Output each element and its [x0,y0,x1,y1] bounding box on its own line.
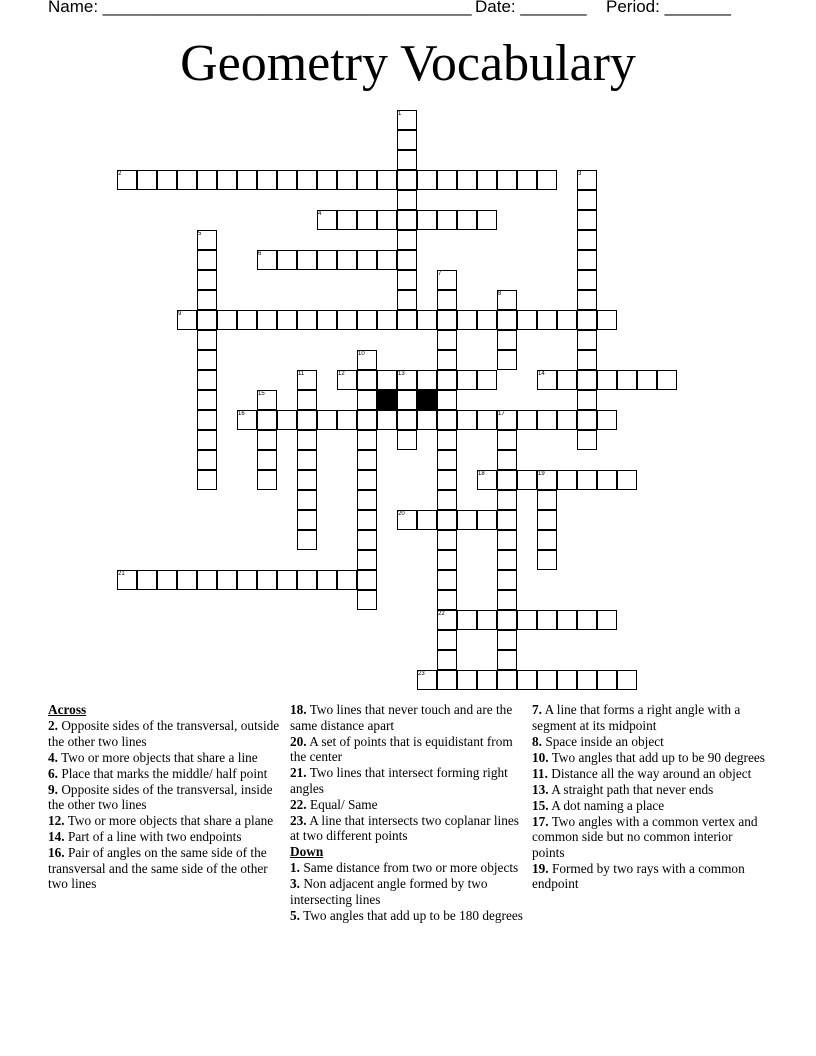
crossword-cell[interactable] [497,630,517,650]
crossword-cell[interactable] [397,190,417,210]
clue-number: 11 [298,371,305,377]
clue-number: 21 [118,571,125,577]
crossword-cell[interactable] [417,410,437,430]
clue-number: 17 [498,411,505,417]
crossword-cell[interactable] [457,670,477,690]
clue-number: 8 [498,291,502,297]
crossword-cell[interactable] [497,650,517,670]
crossword-cell[interactable] [497,570,517,590]
crossword-cell[interactable] [337,170,357,190]
crossword-cell[interactable] [397,170,417,190]
crossword-cell[interactable] [317,410,337,430]
crossword-cell[interactable] [577,190,597,210]
name-field[interactable]: Name: _______________________________________ [48,0,472,16]
clue-across-12: 12. Two or more objects that share a plane [48,813,274,828]
crossword-cell[interactable] [257,470,277,490]
crossword-cell[interactable] [297,250,317,270]
clue-number: 16 [238,411,245,417]
crossword-cell[interactable] [277,570,297,590]
crossword-cell[interactable] [277,170,297,190]
crossword-cell[interactable] [497,450,517,470]
crossword-cell[interactable] [357,370,377,390]
crossword-cell[interactable] [197,470,217,490]
clue-across-18: 18. Two lines that never touch and are the same distance apart [290,702,513,733]
crossword-cell[interactable] [157,570,177,590]
crossword-cell[interactable] [177,170,197,190]
clue-number: 4 [318,211,322,217]
clue-down-1: 1. Same distance from two or more objects [290,860,519,875]
crossword-cell[interactable] [317,310,337,330]
crossword-cell[interactable] [357,210,377,230]
crossword-cell[interactable] [157,170,177,190]
crossword-cell[interactable] [577,250,597,270]
clue-across-23: 23. A line that intersects two coplanar lines at two different points [290,812,519,843]
crossword-cell[interactable] [497,170,517,190]
crossword-cell[interactable] [497,350,517,370]
crossword-cell[interactable] [397,310,417,330]
crossword-cell[interactable] [277,250,297,270]
crossword-cell[interactable] [377,170,397,190]
crossword-cell[interactable] [417,170,437,190]
clue-down-5: 5. Two angles that add up to be 180 degrees [290,907,523,923]
crossword-cell[interactable] [517,470,537,490]
crossword-cell[interactable] [357,390,377,410]
crossword-cell[interactable] [497,590,517,610]
clue-number: 9 [178,311,182,317]
crossword-cell[interactable] [477,510,497,530]
crossword-cell[interactable] [337,570,357,590]
crossword-cell[interactable] [397,210,417,230]
crossword-cell[interactable] [437,290,457,310]
clue-number: 5 [198,231,202,237]
crossword-cell[interactable] [397,430,417,450]
crossword-cell[interactable] [437,510,457,530]
crossword-cell[interactable] [337,250,357,270]
crossword-cell[interactable] [497,530,517,550]
clue-number: 7 [438,271,442,277]
crossword-cell[interactable] [437,410,457,430]
crossword-cell[interactable] [297,530,317,550]
crossword-cell[interactable] [237,570,257,590]
crossword-cell[interactable] [197,330,217,350]
crossword-cell[interactable] [497,670,517,690]
clue-number: 10 [358,351,365,357]
crossword-cell[interactable] [217,310,237,330]
crossword-cell[interactable] [437,630,457,650]
crossword-cell[interactable] [337,310,357,330]
crossword-cell[interactable] [317,250,337,270]
crossword-cell[interactable] [537,490,557,510]
clue-down-17: 17. Two angles with a common vertex and common side but no common interior points [532,813,758,860]
crossword-cell[interactable] [337,210,357,230]
crossword-cell[interactable] [497,550,517,570]
clues-column-2 [290,702,524,924]
clue-number: 15 [258,391,265,397]
crossword-cell[interactable] [477,370,497,390]
clues-column-3 [532,702,766,892]
crossword-cell[interactable] [357,310,377,330]
crossword-cell[interactable] [477,610,497,630]
crossword-cell[interactable] [297,410,317,430]
crossword-cell[interactable] [557,410,577,430]
crossword-cell[interactable] [597,610,617,630]
clue-number: 22 [438,611,445,617]
crossword-cell[interactable] [537,670,557,690]
crossword-cell[interactable] [437,170,457,190]
crossword-cell[interactable] [197,450,217,470]
crossword-cell[interactable] [457,370,477,390]
crossword-cell[interactable] [237,170,257,190]
crossword-cell[interactable] [197,270,217,290]
crossword-cell[interactable] [197,390,217,410]
clue-number: 23 [418,671,425,677]
crossword-cell[interactable] [357,530,377,550]
crossword-cell[interactable] [357,490,377,510]
crossword-cell[interactable] [577,410,597,430]
crossword-cell[interactable] [397,250,417,270]
crossword-cell[interactable] [577,470,597,490]
crossword-cell[interactable] [357,450,377,470]
crossword-cell[interactable] [377,310,397,330]
crossword-cell[interactable] [357,430,377,450]
crossword-cell[interactable] [457,610,477,630]
crossword-cell[interactable] [357,470,377,490]
crossword-cell[interactable] [297,430,317,450]
clue-down-11: 11. Distance all the way around an object [532,765,752,781]
crossword-cell[interactable] [397,270,417,290]
crossword-cell[interactable] [257,170,277,190]
crossword-cell[interactable] [357,570,377,590]
crossword-cell[interactable] [457,170,477,190]
crossword-cell[interactable] [657,370,677,390]
crossword-cell[interactable] [177,570,197,590]
crossword-cell[interactable] [317,570,337,590]
crossword-cell[interactable] [357,170,377,190]
clue-down-8: 8. Space inside an object [532,733,664,749]
crossword-cell[interactable] [437,490,457,510]
crossword-cell[interactable] [537,410,557,430]
clue-number: 20 [398,511,405,517]
crossword-cell[interactable] [297,450,317,470]
clue-number: 19 [538,471,545,477]
clue-number: 12 [338,371,345,377]
crossword-cell[interactable] [197,290,217,310]
crossword-cell[interactable] [397,390,417,410]
crossword-cell[interactable] [537,610,557,630]
crossword-cell[interactable] [297,170,317,190]
down-heading: Down [290,844,324,859]
crossword-cell[interactable] [457,210,477,230]
crossword-cell[interactable] [517,670,537,690]
crossword-cell[interactable] [217,570,237,590]
crossword-cell[interactable] [597,310,617,330]
crossword-cell[interactable] [197,350,217,370]
crossword-cell[interactable] [437,530,457,550]
date-field[interactable]: Date: _______ [475,0,587,16]
clue-number: 13 [398,371,405,377]
crossword-cell[interactable] [457,510,477,530]
crossword-cell[interactable] [377,210,397,230]
clue-number: 6 [258,251,262,257]
clue-down-13: 13. A straight path that never ends [532,781,714,797]
crossword-cell[interactable] [557,370,577,390]
crossword-cell[interactable] [197,570,217,590]
crossword-cell[interactable] [497,490,517,510]
crossword-cell[interactable] [617,370,637,390]
crossword-cell[interactable] [217,170,237,190]
crossword-cell[interactable] [577,210,597,230]
crossword-cell[interactable] [517,410,537,430]
crossword-cell[interactable] [517,170,537,190]
crossword-cell[interactable] [397,230,417,250]
crossword-cell[interactable] [557,310,577,330]
crossword-cell[interactable] [577,370,597,390]
blocked-cell [417,390,437,410]
clue-down-19: 19. Formed by two rays with a common endpoint [532,860,745,891]
crossword-cell[interactable] [517,310,537,330]
crossword-cell[interactable] [577,350,597,370]
blocked-cell [377,390,397,410]
clue-number: 3 [578,171,582,177]
crossword-cell[interactable] [397,130,417,150]
crossword-cell[interactable] [257,430,277,450]
crossword-cell[interactable] [357,550,377,570]
crossword-cell[interactable] [497,470,517,490]
crossword-cell[interactable] [297,510,317,530]
crossword-cell[interactable] [537,550,557,570]
crossword-cell[interactable] [477,670,497,690]
crossword-cell[interactable] [577,310,597,330]
crossword-cell[interactable] [417,310,437,330]
crossword-cell[interactable] [617,470,637,490]
crossword-cell[interactable] [277,310,297,330]
crossword-cell[interactable] [437,210,457,230]
crossword-cell[interactable] [197,430,217,450]
crossword-cell[interactable] [417,370,437,390]
crossword-cell[interactable] [497,330,517,350]
clue-number: 14 [538,371,545,377]
crossword-cell[interactable] [437,330,457,350]
across-heading: Across [48,702,87,717]
crossword-cell[interactable] [237,310,257,330]
crossword-cell[interactable] [597,470,617,490]
crossword-cell[interactable] [577,270,597,290]
crossword-cell[interactable] [577,610,597,630]
crossword-cell[interactable] [257,310,277,330]
crossword-cell[interactable] [197,370,217,390]
clue-down-7: 7. A line that forms a right angle with a segment at its midpoint [532,702,741,733]
crossword-cell[interactable] [417,210,437,230]
crossword-cell[interactable] [137,570,157,590]
crossword-cell[interactable] [477,170,497,190]
crossword-cell[interactable] [437,390,457,410]
crossword-cell[interactable] [557,670,577,690]
clue-across-4: 4. Two or more objects that share a line [48,749,258,765]
crossword-cell[interactable] [557,610,577,630]
crossword-cell[interactable] [397,410,417,430]
crossword-cell[interactable] [377,370,397,390]
period-field[interactable]: Period: _______ [606,0,731,16]
crossword-cell[interactable] [297,490,317,510]
clue-down-3: 3. Non adjacent angle formed by two intersecting lines [290,876,488,907]
crossword-cell[interactable] [597,670,617,690]
crossword-cell[interactable] [497,610,517,630]
crossword-cell[interactable] [397,290,417,310]
crossword-cell[interactable] [437,310,457,330]
crossword-cell[interactable] [197,250,217,270]
crossword-cell[interactable] [617,670,637,690]
clue-across-20: 20. A set of points that is equidistant from the center [290,733,513,764]
crossword-cell[interactable] [537,530,557,550]
crossword-cell[interactable] [437,550,457,570]
crossword-cell[interactable] [577,290,597,310]
clue-number: 18 [478,471,485,477]
crossword-cell[interactable] [317,170,337,190]
crossword-cell[interactable] [437,670,457,690]
crossword-cell[interactable] [457,310,477,330]
crossword-cell[interactable] [497,510,517,530]
crossword-cell[interactable] [537,310,557,330]
crossword-cell[interactable] [437,650,457,670]
crossword-cell[interactable] [357,510,377,530]
crossword-cell[interactable] [137,170,157,190]
crossword-cell[interactable] [437,370,457,390]
crossword-cell[interactable] [417,510,437,530]
crossword-cell[interactable] [257,570,277,590]
crossword-cell[interactable] [477,310,497,330]
crossword-cell[interactable] [517,610,537,630]
crossword-cell[interactable] [557,470,577,490]
crossword-cell[interactable] [357,590,377,610]
crossword-cell[interactable] [337,410,357,430]
crossword-cell[interactable] [397,150,417,170]
crossword-cell[interactable] [637,370,657,390]
crossword-cell[interactable] [357,410,377,430]
clue-down-10: 10. Two angles that add up to be 90 degrees [532,749,765,765]
crossword-cell[interactable] [257,410,277,430]
crossword-cell[interactable] [537,170,557,190]
crossword-cell[interactable] [437,450,457,470]
crossword-cell[interactable] [477,210,497,230]
clue-across-9: 9. Opposite sides of the transversal, inside the other two lines [48,781,273,812]
clue-number: 2 [118,171,122,177]
crossword-cell[interactable] [457,410,477,430]
crossword-cell[interactable] [197,410,217,430]
crossword-cell[interactable] [577,430,597,450]
crossword-cell[interactable] [357,250,377,270]
clue-across-2: 2. Opposite sides of the transversal, outside the other two lines [48,718,280,749]
crossword-cell[interactable] [477,410,497,430]
crossword-cell[interactable] [597,410,617,430]
page-title: Geometry Vocabulary [180,35,636,92]
clue-across-6: 6. Place that marks the middle/ half point [48,765,268,781]
crossword-cell[interactable] [277,410,297,430]
clue-number: 1 [398,111,402,117]
crossword-cell[interactable] [377,250,397,270]
crossword-cell[interactable] [197,310,217,330]
crossword-cell[interactable] [437,350,457,370]
crossword-cell[interactable] [437,570,457,590]
clue-across-14: 14. Part of a line with two endpoints [48,829,242,844]
crossword-cell[interactable] [577,330,597,350]
crossword-cell[interactable] [577,670,597,690]
clues-column-1 [48,702,282,892]
crossword-cell[interactable] [597,370,617,390]
clue-across-22: 22. Equal/ Same [290,796,378,812]
crossword-cell[interactable] [257,450,277,470]
crossword-cell[interactable] [297,390,317,410]
crossword-cell[interactable] [437,470,457,490]
crossword-cell[interactable] [497,430,517,450]
crossword-cell[interactable] [377,410,397,430]
crossword-cell[interactable] [297,470,317,490]
crossword-cell[interactable] [577,230,597,250]
clue-across-16: 16. Pair of angles on the same side of the transversal and the same side of the other two lines [48,845,268,891]
crossword-cell[interactable] [437,590,457,610]
crossword-cell[interactable] [297,570,317,590]
crossword-cell[interactable] [577,390,597,410]
crossword-cell[interactable] [297,310,317,330]
clue-down-15: 15. A dot naming a place [532,797,665,813]
crossword-cell[interactable] [197,170,217,190]
crossword-cell[interactable] [537,510,557,530]
crossword-cell[interactable] [497,310,517,330]
crossword-cell[interactable] [437,430,457,450]
clue-across-21: 21. Two lines that intersect forming right angles [290,765,508,796]
